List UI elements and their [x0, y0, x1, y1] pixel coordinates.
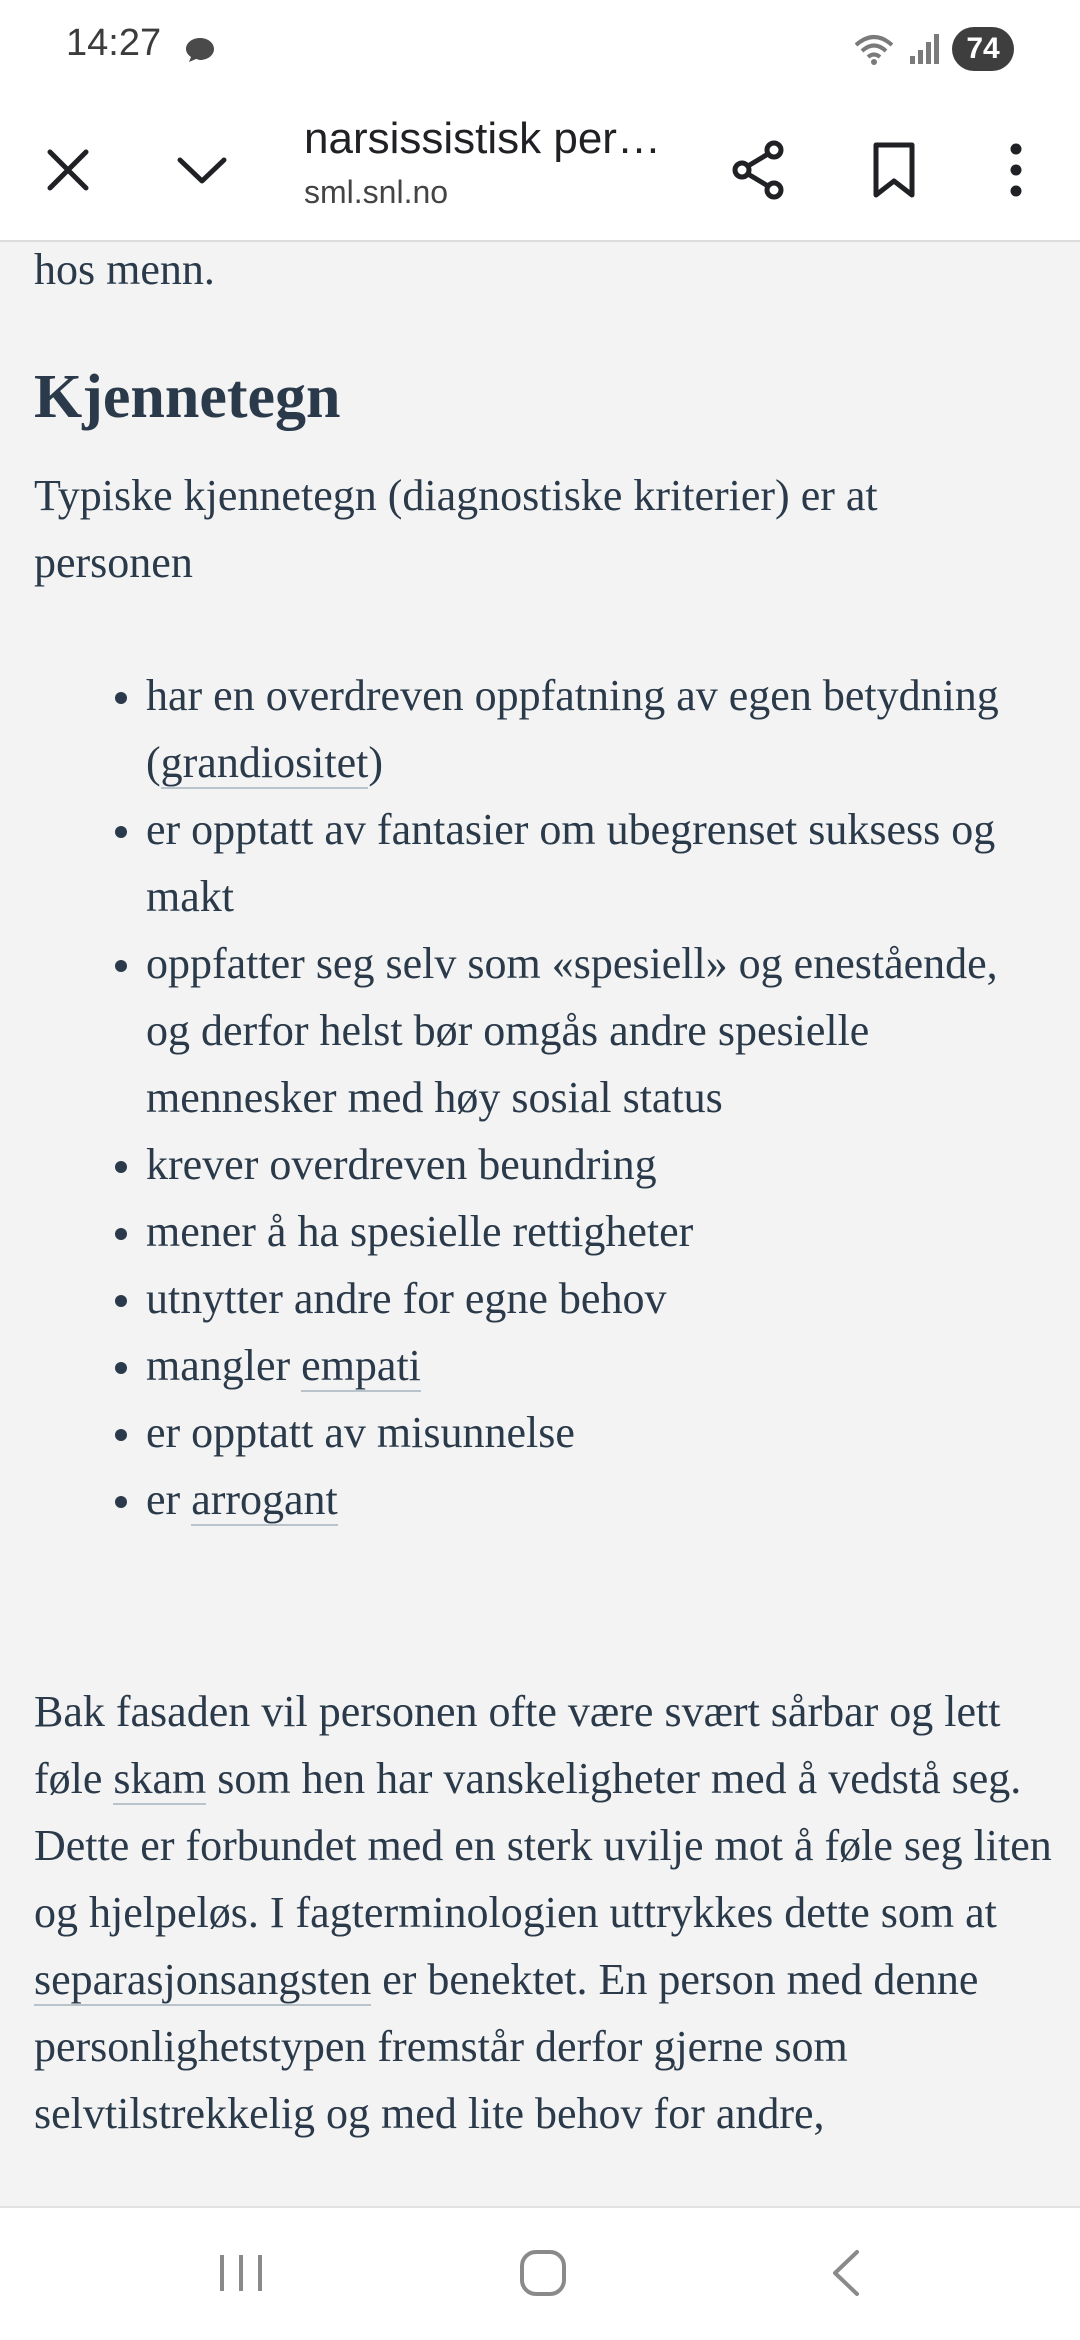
- collapse-button[interactable]: [162, 130, 242, 210]
- page-url[interactable]: sml.snl.no: [304, 174, 449, 210]
- link-separasjonsangsten[interactable]: separasjonsangsten: [34, 1955, 372, 2004]
- chat-bubble-icon: [184, 36, 216, 64]
- home-button[interactable]: [498, 2238, 588, 2308]
- intro-paragraph: Typiske kjennetegn (diagnostiske kriterier) er at personen: [34, 471, 878, 587]
- status-icons: [852, 26, 1014, 72]
- article-content: [0, 242, 1080, 2206]
- system-nav-bar: [0, 2206, 1080, 2340]
- chevron-down-icon: [176, 154, 228, 186]
- back-button[interactable]: [800, 2238, 890, 2308]
- list-item: • er arrogant: [146, 1466, 1046, 1533]
- list-item: • har en overdreven oppfatning av egen betydning (grandiositet): [146, 662, 1046, 796]
- list-item: • er opptatt av fantasier om ubegrenset suksess og makt: [146, 796, 1046, 930]
- back-icon: [825, 2248, 865, 2298]
- share-button[interactable]: [718, 130, 798, 210]
- recent-apps-icon: [216, 2251, 266, 2295]
- paragraph-fragment: hos menn.: [34, 245, 215, 294]
- body-paragraph: Bak fasaden vil personen ofte være svært sårbar og lett føle skam som hen har vanskeligheter med å vedstå seg. Dette er forbundet med en sterk uvilje mot å føle seg liten og hjelpeløs. I fagterminologien uttrykkes dette som at separasjonsangsten er benektet. En person med denne personlighetstypen fremstår derfor gjerne som selvtilstrekkelig og med lite behov for andre,: [34, 1687, 1052, 2138]
- criteria-list: [146, 662, 1046, 1533]
- share-icon: [730, 140, 786, 200]
- list-item: • er opptatt av misunnelse: [146, 1399, 1046, 1466]
- list-item: • krever overdreven beundring: [146, 1131, 1046, 1198]
- link-grandiositet[interactable]: grandiositet: [160, 738, 369, 787]
- page-title[interactable]: narsissistisk per…: [304, 114, 661, 163]
- link-empati[interactable]: empati: [301, 1341, 421, 1390]
- bookmark-icon: [872, 141, 916, 199]
- list-item: • oppfatter seg selv som «spesiell» og enestående, og derfor helst bør omgås andre spesielle mennesker med høy sosial status: [146, 930, 1046, 1131]
- recent-apps-button[interactable]: [196, 2238, 286, 2308]
- link-skam[interactable]: skam: [113, 1754, 207, 1803]
- section-heading: Kjennetegn: [34, 363, 341, 431]
- close-button[interactable]: [28, 130, 108, 210]
- status-bar: [0, 0, 1080, 100]
- more-options-button[interactable]: [976, 130, 1056, 210]
- link-arrogant[interactable]: arrogant: [191, 1475, 338, 1524]
- list-item: • mener å ha spesielle rettigheter: [146, 1198, 1046, 1265]
- battery-indicator: 74: [952, 27, 1014, 71]
- wifi-icon: [852, 31, 898, 67]
- signal-icon: [908, 32, 942, 66]
- status-time: 14:27: [66, 22, 162, 64]
- close-icon: [46, 148, 90, 192]
- home-icon: [518, 2248, 568, 2298]
- list-item: • mangler empati: [146, 1332, 1046, 1399]
- browser-toolbar: [0, 100, 1080, 242]
- bookmark-button[interactable]: [854, 130, 934, 210]
- list-item: • utnytter andre for egne behov: [146, 1265, 1046, 1332]
- more-vert-icon: [1008, 143, 1024, 197]
